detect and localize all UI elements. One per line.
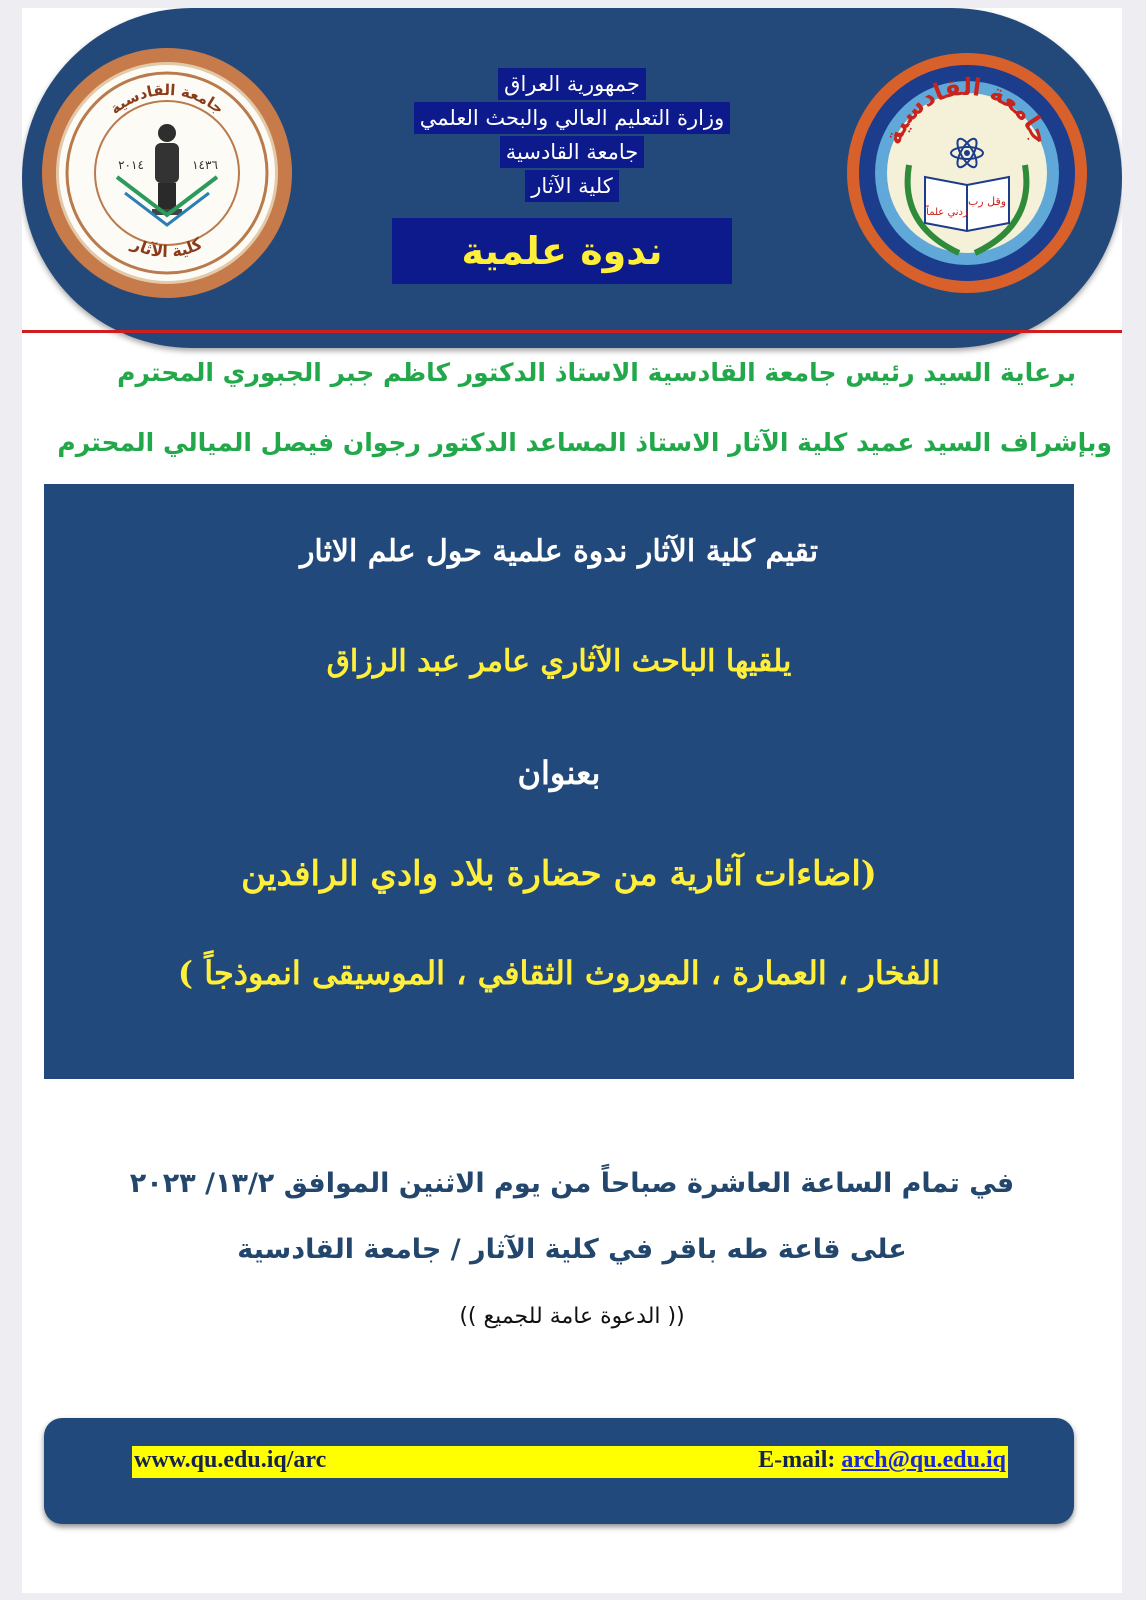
patronage-line: برعاية السيد رئيس جامعة القادسية الاستاذ الدكتور كاظم جبر الجبوري المحترم — [117, 358, 1076, 387]
country-name: جمهورية العراق — [498, 68, 646, 100]
seminar-venue: على قاعة طه باقر في كلية الآثار / جامعة القادسية — [237, 1234, 907, 1265]
seminar-subtitle: الفخار ، العمارة ، الموروث الثقافي ، الموسيقى انموذجاً ) — [177, 954, 941, 992]
ministry-name: وزارة التعليم العالي والبحث العلمي — [414, 102, 730, 134]
university-of-al-qadisiyah-logo — [847, 53, 1087, 293]
college-seal-icon — [59, 65, 275, 281]
university-seal-icon — [859, 65, 1075, 281]
lecturer-line: يلقيها الباحث الآثاري عامر عبد الرزاق — [326, 644, 792, 679]
title-label: بعنوان — [517, 754, 601, 792]
logo-year-left: ٢٠١٤ — [118, 158, 144, 172]
logo-right-inner — [859, 65, 1075, 281]
seminar-details-box — [44, 484, 1074, 1079]
college-name: كلية الآثار — [525, 170, 618, 202]
logo-year-right: ١٤٣٦ — [192, 158, 218, 172]
seminar-title: (اضاءات آثارية من حضارة بلاد وادي الرافدين — [241, 854, 877, 894]
logo-right-top-text: جامعة القادسية — [878, 72, 1056, 149]
footer — [44, 1418, 1074, 1524]
statue-icon — [152, 124, 182, 215]
email-label: E-mail: — [758, 1447, 842, 1473]
email-link[interactable]: arch@qu.edu.iq — [841, 1447, 1006, 1473]
book-text-right: وقل رب — [967, 195, 1007, 208]
open-invitation: (( الدعوة عامة للجميع )) — [459, 1304, 685, 1329]
header-divider — [22, 330, 1122, 333]
header-text-block — [377, 68, 767, 204]
supervision-line: وبإشراف السيد عميد كلية الآثار الاستاذ المساعد الدكتور رجوان فيصل الميالي المحترم — [57, 428, 1112, 457]
svg-text:جامعة القادسية — [106, 81, 227, 118]
seminar-banner: ندوة علمية — [392, 218, 732, 284]
email-contact — [758, 1447, 1006, 1474]
poster — [22, 8, 1122, 1593]
logo-left-top-text: جامعة القادسية — [106, 80, 228, 118]
logo-left-bottom-text: كلية الآثار — [128, 233, 206, 262]
logo-left-inner — [56, 62, 278, 284]
seminar-announcement: تقيم كلية الآثار ندوة علمية حول علم الاثار — [299, 534, 819, 569]
website-link[interactable]: www.qu.edu.iq/arc — [134, 1447, 327, 1473]
college-of-archaeology-logo — [42, 48, 292, 298]
contact-bar — [132, 1446, 1008, 1478]
svg-text:كلية الآثار — [128, 233, 206, 261]
book-text-left: زدني علماً — [926, 207, 968, 218]
seminar-time: في تمام الساعة العاشرة صباحاً من يوم الاثنين الموافق ١٣/٢/ ٢٠٢٣ — [129, 1168, 1015, 1199]
university-name: جامعة القادسية — [500, 136, 645, 168]
